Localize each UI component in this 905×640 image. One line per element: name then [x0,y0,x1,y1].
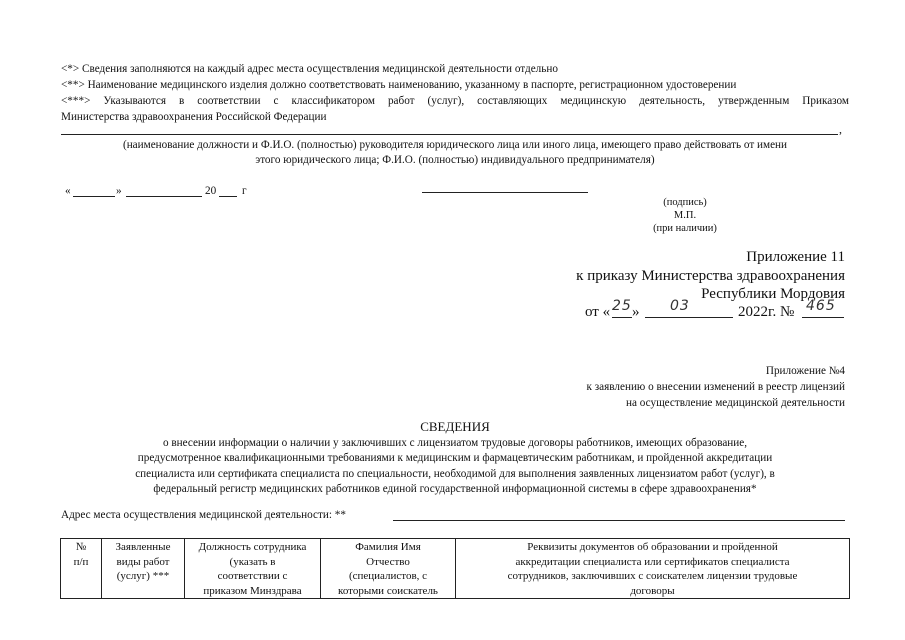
date-day-line [73,196,115,197]
footnote-1: <*> Сведения заполняются на каждый адрес места осуществления медицинской деятельности отдельно [61,63,558,75]
date-month-line [126,196,202,197]
document-title: СВЕДЕНИЯ [420,419,490,434]
footnote-3-line2: Министерства здравоохранения Российской Федерации [61,111,327,123]
date-year-suffix: г [242,185,247,197]
appendix11-title: Приложение 11 [746,249,845,265]
address-label: Адрес места осуществления медицинской деятельности: ** [61,509,346,521]
signature-line [422,192,588,193]
documents-table [60,538,850,599]
appendix11-month-line [645,317,733,318]
appendix11-date-mid: » [632,304,640,320]
appendix11-line3: Республики Мордовия [701,286,845,302]
appendix11-line2: к приказу Министерства здравоохранения [576,268,845,284]
appendix11-year: 2022г. № [738,304,795,320]
date-year-prefix: 20 [205,185,217,197]
appendix4-line3: на осуществление медицинской деятельности [626,397,845,409]
appendix11-day-line [612,317,632,318]
name-comma: , [839,122,842,136]
appendix4-title: Приложение №4 [765,365,845,377]
appendix11-day: 25 [612,298,632,314]
appendix11-month: 03 [670,298,690,314]
col-fullname-header: Фамилия Имя Отчество (специалистов, с которыми соискатель [321,539,456,599]
appendix4-line2: к заявлению о внесении изменений в реестр лицензий [586,381,845,393]
date-close-quote: » [116,185,122,197]
col-number-header: № п/п [61,539,102,599]
table-header-row [61,539,850,599]
col-services-header: Заявленные виды работ (услуг) *** [102,539,185,599]
appendix11-date-prefix: от « [585,304,611,320]
document-subtitle-line2: предусмотренное квалификационными требованиями к медицинским и фармацевтическим работникам, и пройденной аккредитации [137,452,773,464]
col-documents-header: Реквизиты документов об образовании и пройденной аккредитации специалиста или сертификатов специалиста сотрудников, заключивших с соискателем лицензии трудовые договоры [456,539,850,599]
name-caption-line2: этого юридического лица; Ф.И.О. (полностью) индивидуального предпринимателя) [255,154,655,166]
document-subtitle-line1: о внесении информации о наличии у заключивших с лицензиатом трудовые договоры работников, имеющих образование, [162,437,748,449]
sign-caption: (подпись) [663,197,707,208]
appendix11-number-line [802,317,844,318]
name-underline [61,134,838,135]
name-caption-line1: (наименование должности и Ф.И.О. (полностью) руководителя юридического лица или иного лица, имеющего право действовать от имени [122,139,788,151]
footnote-2: <**> Наименование медицинского изделия должно соответствовать наименованию, указанному в паспорте, регистрационном удостоверении [61,79,737,91]
date-open-quote: « [65,185,71,197]
appendix11-number: 465 [806,298,836,314]
document-subtitle-line3: специалиста или сертификата специалиста по специальности, необходимой для выполнения заявленных лицензиатом работ (услуг), в [135,468,775,480]
date-year-line [219,196,237,197]
address-underline [393,520,845,521]
footnote-3-line1: <***> Указываются в соответствии с классификатором работ (услуг), составляющих медицинскую деятельность, утвержденным Приказом [61,95,849,107]
col-position-header: Должность сотрудника (указать в соответствии с приказом Минздрава [185,539,321,599]
document-subtitle-line4: федеральный регистр медицинских работников единой государственной информационной системы в сфере здравоохранения* [153,483,757,495]
seal-caption: М.П. [673,210,697,221]
seal-note: (при наличии) [653,223,717,234]
